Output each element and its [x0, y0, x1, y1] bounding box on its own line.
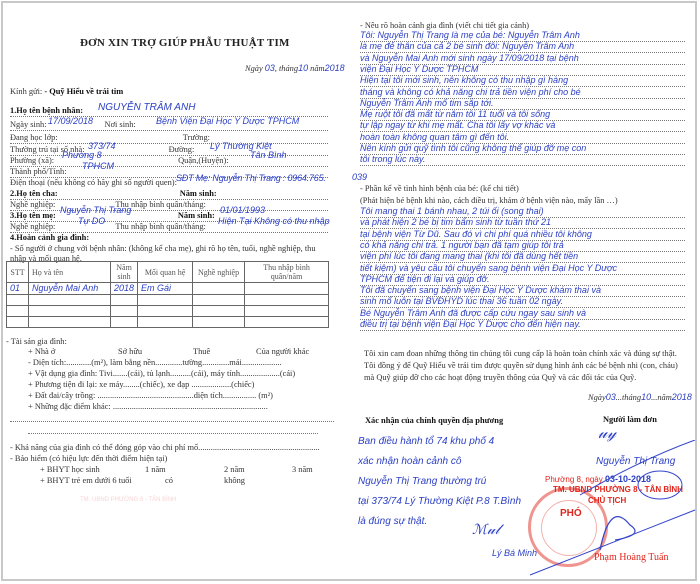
bhyt-child: [40, 476, 320, 486]
school-label: Trường:: [182, 133, 210, 142]
land-line: + Đất đai/cây trồng: ..............................................diện tích................ (m²): [28, 391, 273, 400]
handwritten-line: tháng và không có khả năng chi trả tiền viện phí cho bé: [360, 87, 685, 99]
table-cell: [245, 306, 329, 317]
handwritten-line: sinh mổ luôn tại BVĐHYD lúc thai 36 tuần 02 ngày.: [360, 296, 685, 308]
father-name-label: 2.Họ tên cha:: [10, 189, 58, 198]
mother-name: Nguyễn Thị Trang: [60, 205, 132, 215]
table-cell: [29, 306, 111, 317]
handwritten-line: TPHCM để tiện đi lại và giúp đỡ.: [360, 274, 685, 286]
date-month: 10: [298, 63, 309, 73]
other-line: + Những đặc điểm khác: ..........................................................................: [28, 402, 268, 411]
items-line: + Vật dụng gia đình: Tivi.......(cái), tủ lạnh..........(cái), máy tính...................(cái): [28, 369, 296, 378]
header-cell: Thu nhập bình quân/năm: [245, 262, 329, 283]
table-cell: Nguyễn Mai Anh: [29, 283, 111, 295]
date-label: Ngày: [245, 64, 263, 73]
option-yes: có: [165, 476, 173, 485]
household-table: [6, 261, 329, 328]
handwritten-line: là đúng sự thật.: [358, 516, 428, 527]
local-confirmation-label: Xác nhận của chính quyền địa phương: [365, 416, 504, 425]
father-name-field: [10, 189, 328, 200]
insurance-heading: - Bảo hiểm (có hiệu lực đến thời điểm hiện tại): [10, 454, 168, 463]
handwritten-line: Hiện tại tôi mới sinh, nên không có thu nhập gì hàng: [360, 75, 685, 87]
family-intro-2: nhập và mối quan hệ.: [10, 254, 82, 263]
option-others: Của người khác: [256, 347, 310, 356]
local-signature: ℳ𝓊𝓁: [472, 521, 500, 537]
phone-label: Điện thoại (nếu không có hãy ghi số người quen):: [10, 178, 177, 187]
option-2-year: 2 năm: [224, 465, 245, 474]
option-owned: Sở hữu: [118, 347, 143, 356]
bhyt-student: [40, 465, 320, 475]
bleed-through-stamp: TM. UBND PHƯỜNG 8 - TÂN BÌNH: [80, 497, 177, 503]
stamp-title: CHỦ TỊCH: [588, 496, 627, 505]
table-cell: [111, 295, 138, 306]
handwritten-line: viện phí lúc tôi đang mang thai (khi tôi đã dùng hết tiền: [360, 251, 685, 263]
date-label: Ngày: [588, 393, 606, 402]
year-label: năm: [310, 64, 325, 73]
pob-value: Bệnh Viện Đại Học Y Dược TPHCM: [156, 116, 300, 126]
house-options: [28, 347, 318, 357]
table-row: [7, 317, 329, 328]
phone-tail: 039: [352, 172, 368, 182]
table-cell: [138, 295, 193, 306]
table-row: [7, 306, 329, 317]
ward-label: Phường (xã):: [10, 156, 55, 165]
declaration-3: mà Quỹ giúp đỡ cho các hoạt động truyền thông của Quỹ và các đối tác của Quỹ.: [364, 373, 637, 382]
table-cell: [29, 295, 111, 306]
area-line: - Diện tích:............(m²), làm bằng nền.............tường.............mái...................: [28, 358, 282, 367]
phone-value: SĐT Mẹ: Nguyễn Thị Trang : 0964.765.: [176, 173, 326, 183]
patient-name-label: 1.Họ tên bệnh nhân:: [10, 106, 84, 115]
table-cell: 2018: [111, 283, 138, 295]
declaration-1: Tôi xin cam đoan những thông tin chúng tôi cung cấp là hoàn toàn chính xác và đúng sự thật.: [364, 349, 677, 358]
city-value: TPHCM: [82, 161, 114, 171]
dob-value: 17/09/2018: [48, 116, 94, 126]
recipient-label: Kính gửi:: [10, 87, 43, 96]
date-year: 2018: [671, 392, 692, 402]
handwritten-line: xác nhận hoàn cảnh cô: [358, 456, 462, 467]
local-signer-name: Lý Bá Minh: [492, 548, 538, 558]
illness-label: - Phần kể về tình hình bệnh của bé: (kể chi tiết): [360, 184, 519, 193]
table-cell: [245, 283, 329, 295]
option-1-year: 1 năm: [145, 465, 166, 474]
stamp-deputy: PHÓ: [560, 508, 582, 519]
table-cell: [193, 283, 245, 295]
recipient-value: - Quỹ Hiểu về trái tim: [44, 87, 124, 96]
handwritten-line: Bé Nguyễn Trâm Anh đã được cấp cứu ngay sau sinh và: [360, 308, 685, 320]
dotted-line: [10, 412, 334, 422]
handwritten-line: và phát hiện 2 bé bị tim bẩm sinh từ tuần thứ 21: [360, 217, 685, 229]
handwritten-line: Tôi: Nguyễn Thị Trang là mẹ của bé: Nguyễn Trâm Anh: [360, 30, 685, 42]
stamp-official-name: Phạm Hoàng Tuấn: [594, 552, 669, 563]
class-label: Đang học lớp:: [10, 133, 58, 142]
stamp-org: TM. UBND PHƯỜNG 8 - TÂN BÌNH: [553, 485, 683, 494]
handwritten-line: tại 373/74 Lý Thường Kiệt P.8 T.Bình: [358, 496, 522, 507]
house-label: Thường trú tại số nhà:: [10, 145, 85, 154]
date-top: Ngày 03, tháng10 năm2018: [245, 63, 345, 73]
father-yob-label: Năm sinh:: [179, 189, 217, 198]
handwritten-line: Tôi mang thai 1 bánh nhau, 2 túi ối (song thai): [360, 206, 685, 218]
applicant-name: Nguyễn Thị Trang: [596, 456, 676, 467]
table-cell: 01: [7, 283, 29, 295]
ward-value: Phường 8: [62, 150, 102, 160]
table-cell: [7, 317, 29, 328]
option-no: không: [224, 476, 245, 485]
mother-job-label: Nghề nghiệp:: [10, 222, 56, 231]
applicant-label: Người làm đơn: [603, 415, 657, 424]
handwritten-line: Nguyễn Thị Trang thường trú: [358, 476, 487, 487]
signature-strokes: [520, 440, 700, 580]
table-cell: [245, 317, 329, 328]
table-cell: [29, 317, 111, 328]
handwritten-line: Tôi đã chuyển sang bệnh viện Đại Học Y Dược khám thai và: [360, 285, 685, 297]
pob-label: Nơi sinh:: [104, 120, 136, 129]
option-3-year: 3 năm: [292, 465, 313, 474]
header-cell: Nghề nghiệp: [193, 262, 245, 283]
mother-name-label: 3.Họ tên mẹ:: [10, 211, 56, 220]
month-label: tháng: [278, 64, 299, 73]
option-rent: Thuê: [193, 347, 211, 356]
handwritten-line: có khả năng chi trả. 1 người bạn đã tạm giúp tôi trả: [360, 240, 685, 252]
handwritten-line: Nguyễn Trâm Anh mổ tim sắp tới.: [360, 98, 685, 110]
bhyt-child-label: + BHYT trẻ em dưới 6 tuổi: [40, 476, 132, 485]
header-cell: STT: [7, 262, 29, 283]
mother-yob: 01/01/1993: [220, 205, 266, 215]
table-cell: [138, 317, 193, 328]
street-label: Đường:: [168, 145, 195, 154]
mother-job: Tự DO: [78, 216, 106, 226]
bhyt-student-label: + BHYT học sinh: [40, 465, 100, 474]
district-value: Tân Bình: [250, 150, 287, 160]
handwritten-line: Ban điều hành tổ 74 khu phố 4: [358, 436, 495, 447]
handwritten-line: và Nguyễn Mai Anh mới sinh ngày 17/09/2018 tại bệnh: [360, 53, 685, 65]
month-label: tháng: [621, 393, 642, 402]
table-cell: [245, 295, 329, 306]
table-cell: [111, 317, 138, 328]
header-cell: Năm sinh: [111, 262, 138, 283]
header-cell: Họ và tên: [29, 262, 111, 283]
handwritten-line: tại bệnh viện Từ Dũ. Sau đó vì chi phí quá nhiều tôi không: [360, 229, 685, 241]
handwritten-line: điều trị tại bệnh viện Đại Học Y Dược cho đến hiện nay.: [360, 319, 685, 331]
house-value: 373/74: [88, 141, 116, 151]
stamp-date: 03-10-2018: [604, 474, 652, 484]
handwritten-line: Mẹ ruột tôi đã mất từ năm tôi 11 tuổi và tôi sống: [360, 109, 685, 121]
patient-name: NGUYỄN TRÂM ANH: [98, 102, 196, 113]
family-intro: - Số người ở chung với bệnh nhân: (không kể cha mẹ), ghi rõ họ tên, tuổi, nghề nghiệp, thu: [10, 244, 316, 253]
declaration-2: Tôi đồng ý để Quỹ Hiểu về trái tim được quyền sử dụng hình ảnh các bé bệnh nhi (con, cháu): [364, 361, 678, 370]
date-day: 03: [264, 63, 275, 73]
handwritten-line: tự lập ngay từ khi mẹ mất. Cha tôi lấy vợ khác và: [360, 120, 685, 132]
table-cell: [193, 306, 245, 317]
mother-income: Hiện Tại Không có thu nhập: [218, 216, 330, 226]
handwritten-line: là mẹ đẻ thân của cả 2 bé sinh đôi: Nguyễn Trâm Anh: [360, 41, 685, 53]
date-year: 2018: [324, 63, 345, 73]
dotted-line: [28, 424, 318, 434]
header-cell: Mối quan hệ: [138, 262, 193, 283]
mother-yob-label: Năm sinh:: [177, 211, 215, 220]
district-label: Quận,(Huyện):: [178, 156, 229, 165]
handwritten-line: viện Đại Học Y Dược TPHCM: [360, 64, 685, 76]
house-label: + Nhà ở: [28, 347, 56, 356]
assets-heading: - Tài sản gia đình:: [6, 337, 67, 346]
date-bottom: Ngày03...tháng10...năm2018: [588, 392, 692, 402]
date-month: 10: [641, 392, 652, 402]
handwritten-line: tiết kiệm) và yêu cầu tôi chuyển sang bệnh viện Đại Học Y Dược: [360, 263, 685, 275]
table-row: [7, 283, 329, 295]
recipient: [10, 87, 123, 97]
handwritten-line: Nên kính gửi quỹ tình tôi cũng không thể giúp đỡ mẹ con: [360, 143, 685, 155]
table-cell: [111, 306, 138, 317]
document-title: ĐƠN XIN TRỢ GIÚP PHẪU THUẬT TIM: [80, 37, 290, 49]
table-cell: [7, 306, 29, 317]
dob-label: Ngày sinh:: [10, 120, 47, 129]
class-field: [10, 133, 328, 144]
situation-label: - Nêu rõ hoàn cảnh gia đình (viết chi tiết gia cảnh): [360, 21, 530, 30]
table-cell: [193, 317, 245, 328]
table-cell: [7, 295, 29, 306]
street-value: Lý Thường Kiệt: [210, 141, 272, 151]
handwritten-line: hoàn toàn không quan tâm gì đến tôi.: [360, 132, 685, 144]
father-job-label: Nghề nghiệp:: [10, 200, 56, 209]
handwritten-line: tôi trong lúc này.: [360, 154, 685, 166]
date-day: 03: [605, 392, 616, 402]
mother-income-label: Thu nhập bình quân/tháng:: [115, 222, 206, 231]
contribution-line: - Khả năng của gia đình có thể đóng góp vào chi phí mổ..........................................................: [10, 443, 320, 452]
city-label: Thành phố/Tỉnh:: [10, 167, 67, 176]
table-row: [7, 295, 329, 306]
illness-hint: (Phát hiện bé bệnh khi nào, cách điều trị, khám ở bệnh viện nào, mấy lần …): [360, 196, 618, 205]
family-heading: 4.Hoàn cảnh gia đình:: [10, 233, 90, 242]
table-header-row: [7, 262, 329, 283]
table-cell: [193, 295, 245, 306]
year-label: năm: [657, 393, 672, 402]
table-cell: [138, 306, 193, 317]
vehicles-line: + Phương tiện đi lại: xe máy........(chiếc), xe đạp ...................(chiếc): [28, 380, 255, 389]
table-cell: Em Gái: [138, 283, 193, 295]
father-job-field: [10, 200, 328, 211]
father-income-label: Thu nhập bình quân/tháng:: [115, 200, 206, 209]
stamp-place: Phường 8, ngày: [545, 475, 603, 484]
applicant-signature: 𝓊𝓎: [598, 425, 617, 442]
